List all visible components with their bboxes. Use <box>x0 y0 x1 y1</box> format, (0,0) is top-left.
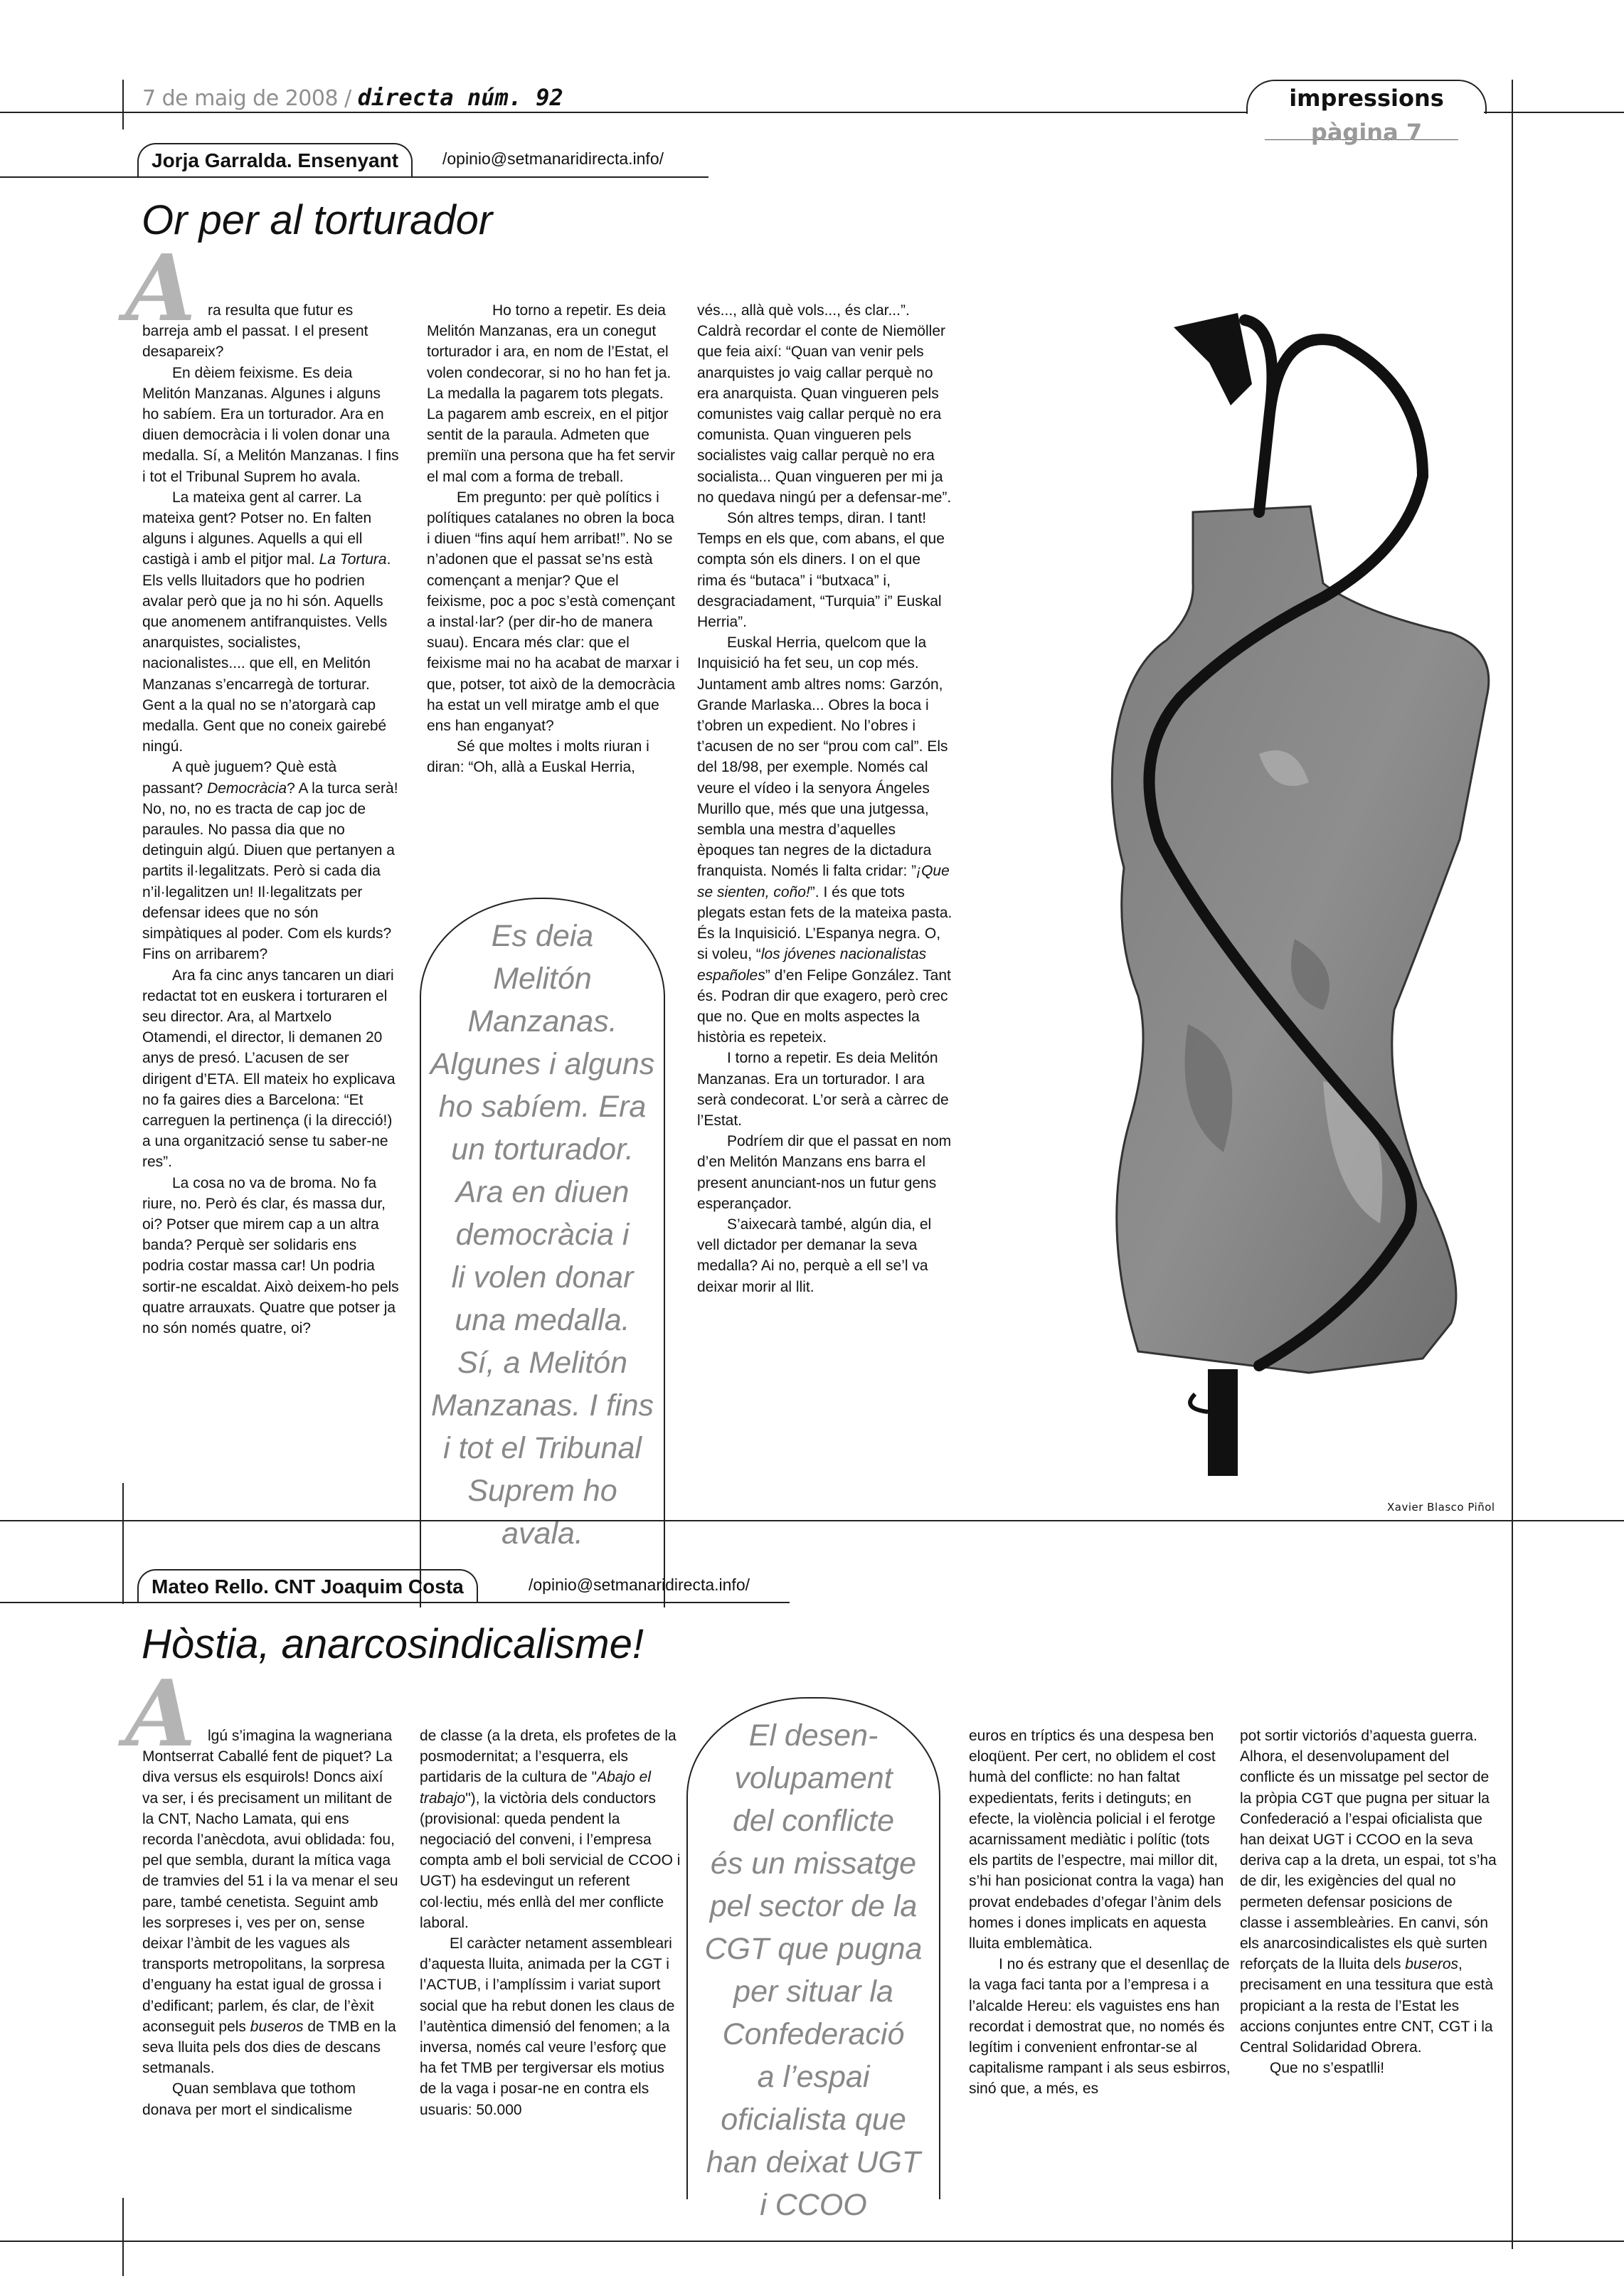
text-run: La mateixa gent al carrer. La mateixa gent? Potser no. En falten alguns i algunes. Aquells a qui ell castigà i amb el pitjor mal. <box>142 489 372 568</box>
pull-quote-line: Manzanas. I fins <box>430 1388 654 1423</box>
italic-text: ¡Que se sienten, coño! <box>697 863 950 900</box>
pull-quote-line: i tot el Tribunal <box>443 1431 642 1465</box>
article2-column-2 <box>420 1726 681 2120</box>
text-run: Quan semblava que tothom donava per mort el sindicalisme <box>142 2080 356 2118</box>
pull-quote-line: El desen- <box>748 1718 879 1753</box>
text-run: ? A la turca serà! No, no, no es tracta de cap joc de paraules. No passa dia que no detinguin algú. Diuen que pertanyen a partits il·legalitzats. Però si cada dia n’il·legalitzen un! Il·legalitzats per defensar idees que no són simpàtiques al poder. Com els kurds? Fins on arribarem? <box>142 780 398 963</box>
text-run: I torno a repetir. Es deia Melitón Manzanas. Era un torturador. I ara serà condecorat. L’or serà a càrrec de l’Estat. <box>697 1050 949 1129</box>
text-run: Euskal Herria, quelcom que la Inquisició ha fet seu, un cop més. Juntament amb altres noms: Garzón, Grande Marlaska... Obres la boca i t’obren un expedient. No l’obres i t’acusen de no ser “prou com cal”. Els del 18/98, per exemple. Només cal veure el vídeo i la senyora Ángeles Murillo que, més que una jutgessa, sembla una mestra d’aquelles èpoques tan negres de la dictadura franquista. Només li falta cridar: ” <box>697 634 948 880</box>
text-run: En dèiem feixisme. Es deia Melitón Manzanas. Algunes i alguns ho sabíem. Era un torturador. Ara en diuen democràcia i li volen donar una medalla. Sí, a Melitón Manzanas. I fins i tot el Tribunal Suprem ho avala. <box>142 364 399 485</box>
pull-quote-line: del conflicte <box>732 1804 895 1838</box>
article1-column-3 <box>697 300 953 1297</box>
text-run: ”. I és que tots plegats estan fets de la mateixa pasta. És la Inquisició. L’Espanya negra. O, si voleu, “ <box>697 883 952 963</box>
article1-column-2 <box>427 300 681 778</box>
footer-rule <box>0 2241 1624 2242</box>
text-run: "), la victòria dels conductors (provisional: queda pendent la negociació del conveni, i l’empresa compta amb el boli servicial de CCOO i UGT) ha esdevingut un referent col·lectiu, més enllà del mer conflicte laboral. <box>420 1790 681 1931</box>
article2-column-1 <box>142 1726 400 2120</box>
article1-author-rule <box>0 176 708 178</box>
mannequin-torso <box>1112 506 1489 1373</box>
paragraph <box>427 736 681 777</box>
article2-pull-quote <box>686 1697 940 2222</box>
text-run: A què juguem? Què està passant? <box>142 759 337 797</box>
italic-text: los jóvenes nacionalistas españoles <box>697 946 927 984</box>
pull-quote-line: pel sector de la <box>709 1889 918 1923</box>
article1-pull-quote <box>420 898 665 1607</box>
text-run: lgú s’imagina la wagneriana Montserrat Caballé fent de piquet? La diva versus els esquirols! Doncs així va ser, i és precisament un militant de la CNT, Nacho Lamata, qui ens recorda l’anècdota, avui oblidada: fou, pel que sembla, durant la mítica vaga de tramvies del 51 i la va menar el seu pare, també cenetista. Seguint amb les sorpreses i, ves per on, sense deixar l’àmbit de les vagues als transports metropolitans, la sorpresa d’enguany ha estat igual de grossa i d’edificant; parlem, és clar, de l’èxit aconseguit pels <box>142 1728 398 2035</box>
paragraph <box>697 1131 953 1214</box>
pull-quote-line: un torturador. <box>451 1132 634 1166</box>
text-run: Ara fa cinc anys tancaren un diari redactat tot en euskera i torturaren el seu director. Ara, al Martxelo Otamendi, el director, li demanen 20 anys de presó. L’acusen de ser dirigent d’ETA. Ell mateix ho explicava no fa gaires dies a Barcelona: “Et carreguen la pertinença (i la direcció!) a una organització sense tu saber-ne res”. <box>142 967 396 1171</box>
text-run: pot sortir victoriós d’aquesta guerra. Alhora, el desenvolupament del conflicte és un missatge pel sector de la pròpia CGT que pugna per situar la Confederació a l’espai oficialista que han deixat UGT i CCOO en la seva deriva cap a la dreta, un espai, tot s’ha de dir, les exigències del qual no permeten defensar posicions de classe i assembleàries. En canvi, són els anarcosindicalistes els què surten reforçats de la lluita dels <box>1240 1728 1497 1973</box>
pull-quote-line: i CCOO <box>760 2188 867 2222</box>
text-run: Em pregunto: per què polítics i polítiques catalanes no obren la boca i diuen “fins aquí hem arribat!”. No se n’adonen que el passat se’ns està començant a menjar? Que el feixisme, poc a poc s’està començant a instal·lar? (per dir-ho de manera suau). Encara més clar: que el feixisme mai no ha acabat de marxar i que, potser, tot això de la democràcia ha estat un vell miratge amb el que ens han enganyat? <box>427 489 679 735</box>
text-run: , precisament en una tessitura que està propiciant a la resta de l’Estat les accions conjuntes entre CNT, CGT i la Central Solidaridad Obrera. <box>1240 1956 1494 2056</box>
paragraph <box>697 1214 953 1297</box>
paragraph <box>142 300 400 363</box>
paragraph <box>1240 2058 1497 2078</box>
text-run: Són altres temps, diran. I tant! Temps en els que, com abans, el que compta són els diners. I on el que rima és “butaca” i “butxaca” i, desgraciadament, “Turquia” i” Euskal Herria”. <box>697 510 945 631</box>
issue-date-line <box>142 84 563 111</box>
paragraph <box>142 965 400 1173</box>
article-divider-rule <box>0 1520 1624 1521</box>
article2-title: Hòstia, anarcosindicalisme! <box>142 1621 644 1667</box>
publication-name: directa núm. 92 <box>357 84 563 111</box>
pull-quote-line: Sí, a Melitón <box>457 1346 627 1380</box>
text-run: ” d’en Felipe González. Tant és. Podran dir que exagero, però crec que no. Que en molts aspectes la història es repeteix. <box>697 967 951 1046</box>
paragraph <box>697 508 953 632</box>
text-run: euros en tríptics és una despesa ben eloqüent. Per cert, no oblidem el cost humà del conflicte: no han faltat expedientats, ferits i detinguts; en efecte, la violència policial i el ferotge acarnissament mediàtic i polític (tots els partits de l’espectre, mai millor dit, s’hi han posicionat contra la vaga) han provat endebades d’ofegar l’ànim dels homes i dones implicats en aquesta lluita emblemàtica. <box>969 1728 1224 1952</box>
text-run: ra resulta que futur es barreja amb el passat. I el present desapareix? <box>142 302 368 361</box>
article1-title: Or per al torturador <box>142 197 493 243</box>
section-name: impressions <box>1289 85 1444 112</box>
text-run: . Els vells lluitadors que ho podrien avalar però que ja no hi són. Aquells que anomenem antifranquistes. Vells anarquistes, socialistes, nacionalistes.... que ell, en Melitón Manzanas s’encarregà de torturar. Gent a la qual no se n’atorgarà cap medalla. Gent que no coneix gairebé ningú. <box>142 551 391 755</box>
pull-quote-line: Es deia <box>491 919 594 953</box>
mannequin-illustration <box>1024 299 1522 1494</box>
paragraph <box>142 1726 400 2078</box>
pull-quote-line: volupament <box>734 1761 893 1795</box>
pull-quote-line: avala. <box>501 1516 583 1551</box>
paragraph <box>427 300 681 487</box>
paragraph <box>142 363 400 487</box>
pull-quote-line: és un missatge <box>710 1846 917 1881</box>
text-run: I no és estrany que el desenllaç de la vaga faci tanta por a l’empresa i a l’alcalde Hereu: els vaguistes ens han recordat i demostrat que, no només és legítim i convenient enfrontar-se al capitalisme rampant i als seus esbirros, sinó que, a més, es <box>969 1956 1231 2098</box>
article2-dropcap: A <box>125 1661 196 1768</box>
paragraph <box>142 757 400 964</box>
article2-author-rule <box>0 1602 790 1603</box>
pull-quote-line: Manzanas. <box>467 1004 617 1038</box>
header-rule-right <box>1484 112 1624 113</box>
paragraph <box>1240 1726 1497 2058</box>
text-run: S’aixecarà també, algún dia, el vell dictador per demanar la seva medalla? Ai no, perquè a ell se’l va deixar morir al llit. <box>697 1216 932 1295</box>
text-run: vés..., allà què vols..., és clar...”. Caldrà recordar el conte de Niemöller que feia així: “Quan van venir pels anarquistes jo vaig callar perquè no era anarquista. Quan vingueren pels comunistes vaig callar perquè no era comunista. Quan vingueren pels socialistes vaig callar perquè no era socialista... Quan vingueren per mi ja no quedava ningú per a defensar-me”. <box>697 302 952 506</box>
pull-quote-line: Ara en diuen <box>455 1175 630 1209</box>
pull-quote-line: Algunes i alguns <box>430 1047 655 1081</box>
pull-quote-line: per situar la <box>733 1975 893 2009</box>
pull-quote-line: ho sabíem. Era <box>438 1090 647 1124</box>
article2-email-link[interactable]: /opinio@setmanaridirecta.info/ <box>529 1575 750 1594</box>
pull-quote-line: CGT que pugna <box>704 1932 923 1966</box>
page-number: pàgina 7 <box>1310 119 1423 146</box>
article2-column-3 <box>969 1726 1232 2100</box>
pull-quote-line: Confederació <box>722 2017 905 2051</box>
article2-author-tab: Mateo Rello. CNT Joaquim Costa <box>137 1569 478 1603</box>
article1-email-link[interactable]: /opinio@setmanaridirecta.info/ <box>442 149 664 168</box>
pull-quote-line: li volen donar <box>451 1260 634 1295</box>
pull-quote-line: una medalla. <box>455 1303 630 1337</box>
paragraph <box>142 487 400 758</box>
text-run: Que no s’espatlli! <box>1270 2060 1385 2077</box>
paragraph <box>697 1048 953 1131</box>
italic-text: Democràcia <box>207 780 287 797</box>
paragraph <box>969 1954 1232 2099</box>
italic-text: buseros <box>250 2018 304 2035</box>
pull-quote-line: oficialista que <box>721 2103 906 2137</box>
paragraph <box>697 632 953 1048</box>
issue-date: 7 de maig de 2008 / <box>142 86 358 111</box>
paragraph <box>142 2078 400 2120</box>
photo-credit: Xavier Blasco Piñol <box>1387 1501 1495 1514</box>
paragraph <box>427 487 681 736</box>
paragraph <box>420 1726 681 1933</box>
text-run: de TMB en la seva lluita pels dos dies de descans setmanals. <box>142 2018 396 2077</box>
left-margin-mark <box>122 80 124 129</box>
header-rule <box>0 112 1246 113</box>
italic-text: buseros <box>1405 1956 1459 1973</box>
text-run: El caràcter netament assembleari d’aquesta lluita, animada per la CGT i l’ACTUB, i l’amplíssim i variat suport social que ha rebut donen les claus de l’autèntica dimensió del fenomen; a la inversa, només cal veure l’esforç que ha fet TMB per tergiversar els motius de la vaga i posar-ne en contra els usuaris: 50.000 <box>420 1935 675 2118</box>
paragraph <box>142 1173 400 1339</box>
pull-quote-line: a l’espai <box>757 2060 870 2094</box>
paragraph <box>969 1726 1232 1954</box>
paragraph <box>420 1933 681 2120</box>
text-run: La cosa no va de broma. No fa riure, no. Però és clar, és massa dur, oi? Potser que mirem cap a un altra banda? Perquè ser solidaris ens podria costar massa car! Un podria sortir-ne escaldat. Això deixem-ho pels quatre arrauxats. Quatre que potser ja no són només quatre, oi? <box>142 1174 399 1336</box>
italic-text: La Tortura <box>319 551 387 568</box>
text-run: Podríem dir que el passat en nom d’en Melitón Manzans ens barra el present anunciant-nos un futur gens esperançador. <box>697 1133 952 1212</box>
article1-dropcap: A <box>125 235 196 342</box>
paragraph <box>697 300 953 508</box>
italic-text: Abajo el trabajo <box>420 1769 651 1807</box>
article1-author-tab: Jorja Garralda. Ensenyant <box>137 143 413 177</box>
section-tab <box>1246 80 1487 146</box>
left-margin-mark <box>122 1483 124 1604</box>
pull-quote-line: han deixat UGT <box>706 2145 921 2179</box>
pull-quote-line: Melitón <box>493 962 592 996</box>
text-run: Sé que moltes i molts riuran i diran: “Oh, allà a Euskal Herria, <box>427 738 649 776</box>
article2-column-4 <box>1240 1726 1497 2078</box>
text-run: de classe (a la dreta, els profetes de la posmodernitat; a l’esquerra, els partidaris de la cultura de " <box>420 1728 676 1786</box>
article1-column-1 <box>142 300 400 1339</box>
text-run: Ho torno a repetir. Es deia Melitón Manzanas, era un conegut torturador i ara, en nom de l’Estat, el volen condecorar, si no ho han fet ja. La medalla la pagarem tots plegats. La pagarem amb escreix, en el pitjor sentit de la paraula. Admeten que premiïn una persona que ha fet servir el mal com a forma de treball. <box>427 302 676 485</box>
pull-quote-line: Suprem ho <box>467 1474 617 1508</box>
left-margin-mark <box>122 2198 124 2276</box>
pull-quote-line: democràcia i <box>455 1218 630 1252</box>
